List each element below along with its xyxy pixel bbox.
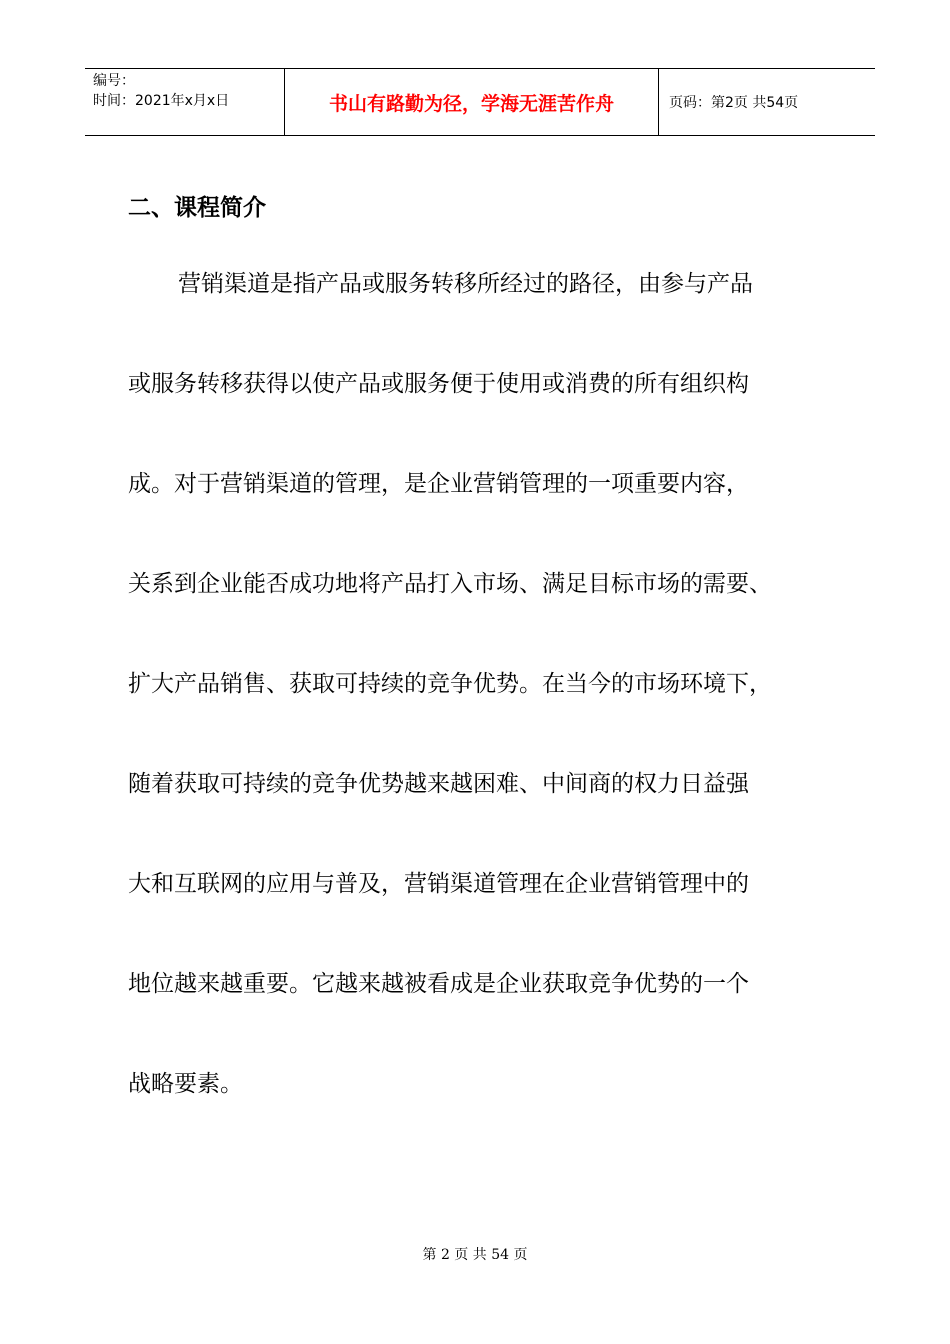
header-motto: 书山有路勤为径，学海无涯苦作舟	[285, 69, 659, 135]
paragraph-line: 随着获取可持续的竞争优势越来越困难、中间商的权力日益强	[128, 771, 749, 797]
section-title: 二、课程简介	[128, 195, 266, 221]
header-meta-cell	[85, 69, 285, 135]
page-footer: 第 2 页 共 54 页	[422, 1247, 528, 1263]
paragraph-line: 扩大产品销售、获取可持续的竞争优势。在当今的市场环境下，	[128, 671, 772, 697]
paragraph-line: 营销渠道是指产品或服务转移所经过的路径，由参与产品	[178, 271, 753, 297]
paragraph-line: 成。对于营销渠道的管理，是企业营销管理的一项重要内容，	[128, 471, 749, 497]
paragraph-line: 关系到企业能否成功地将产品打入市场、满足目标市场的需要、	[128, 571, 772, 597]
paragraph-line: 战略要素。	[128, 1071, 243, 1097]
paragraph-line: 地位越来越重要。它越来越被看成是企业获取竞争优势的一个	[128, 971, 749, 997]
header-page-info: 页码：第2页 共54页	[669, 95, 799, 111]
paragraph-line: 大和互联网的应用与普及，营销渠道管理在企业营销管理中的	[128, 871, 749, 897]
page-header	[85, 68, 875, 136]
number-label: 编号：	[93, 73, 135, 89]
paragraph-line: 或服务转移获得以使产品或服务便于使用或消费的所有组织构	[128, 371, 749, 397]
time-label: 时间：2021年x月x日	[93, 93, 230, 109]
